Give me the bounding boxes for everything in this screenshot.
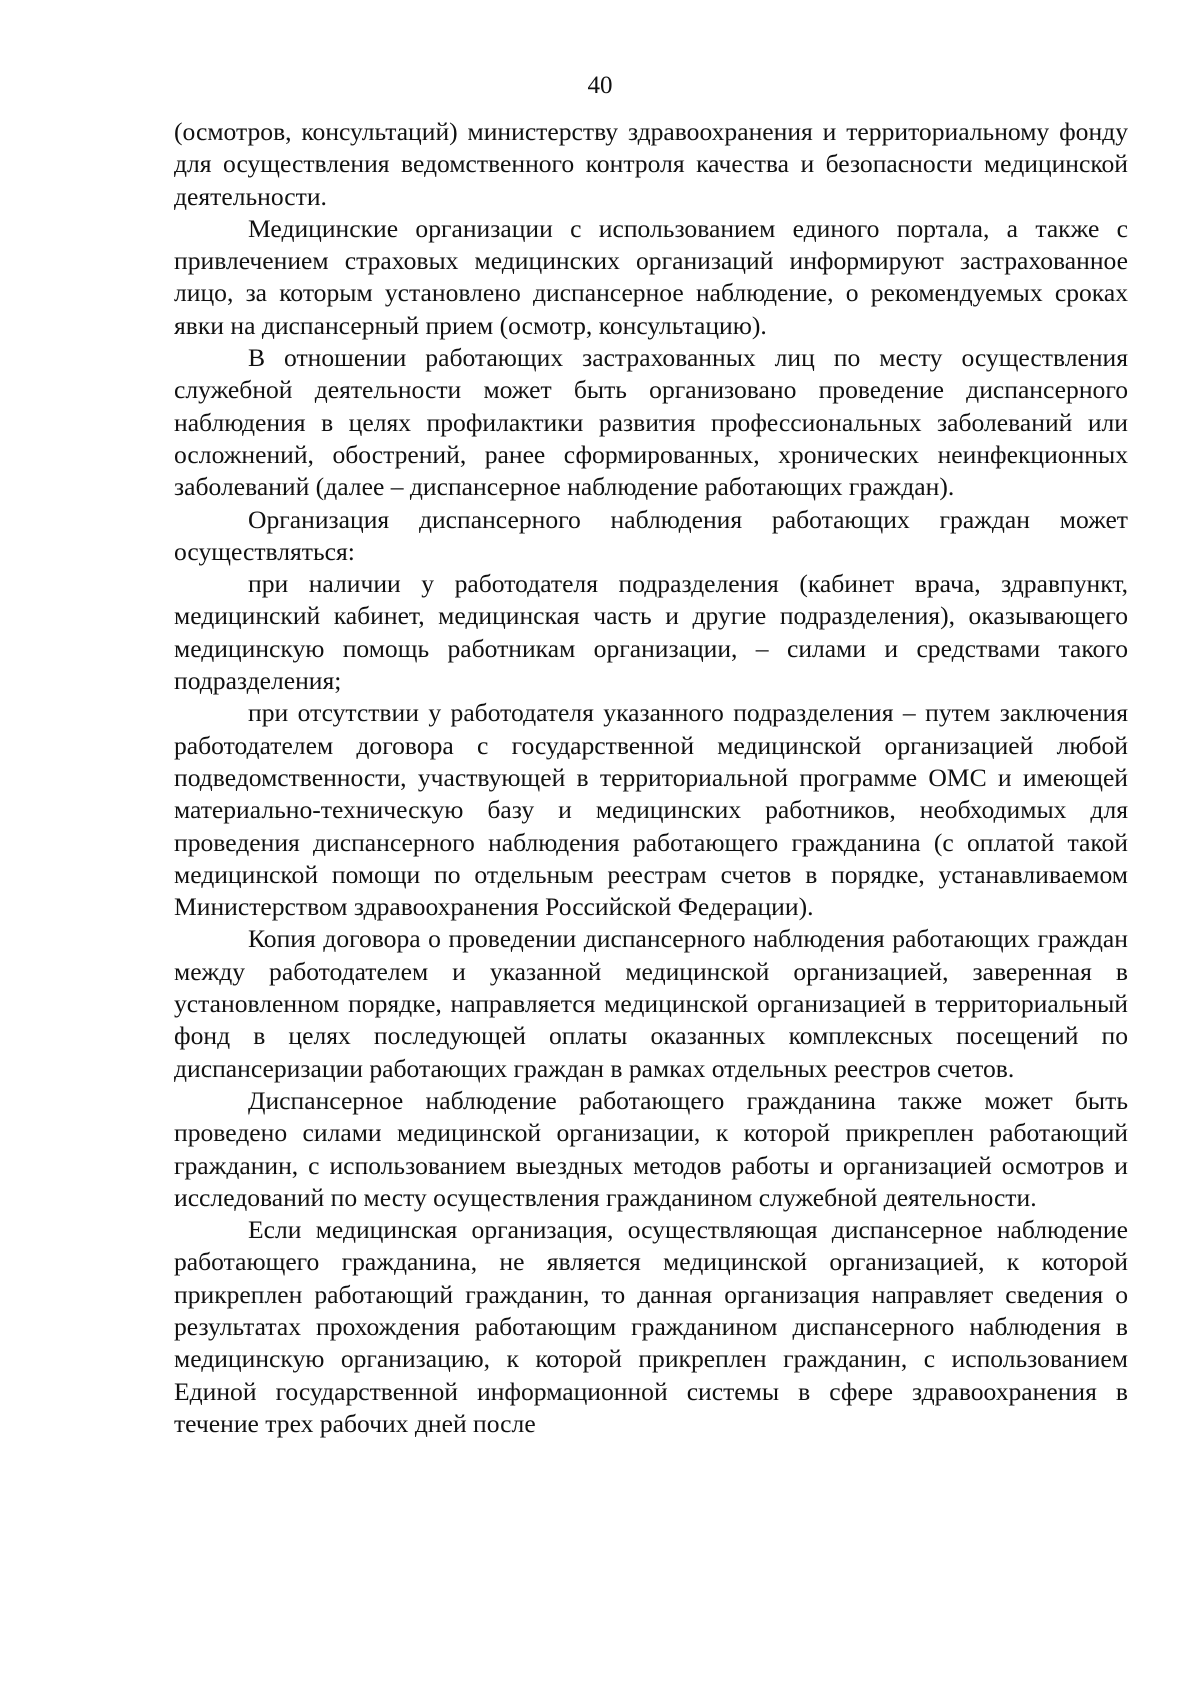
paragraph-7: Копия договора о проведении диспансерного наблюдения работающих граждан между работодателем и указанной медицинской организацией, заверенная в установленном порядке, направляется медицинской организацией в территориальный фонд в целях последующей оплаты оказанных комплексных посещений по диспансеризации работающих граждан в рамках отдельных реестров счетов. xyxy=(174,924,1128,1083)
paragraph-5: при наличии у работодателя подразделения (кабинет врача, здравпункт, медицинский кабинет, медицинская часть и другие подразделения), оказывающего медицинскую помощь работникам организации, – силами и средствами такого подразделения; xyxy=(174,569,1128,696)
paragraph-9: Если медицинская организация, осуществляющая диспансерное наблюдение работающего гражданина, не является медицинской организацией, к которой прикреплен работающий гражданин, то данная организация направляет сведения о результатах прохождения работающим гражданином диспансерного наблюдения в медицинскую организацию, к которой прикреплен гражданин, с использованием Единой государственной информационной системы в сфере здравоохранения в течение трех рабочих дней после xyxy=(174,1215,1128,1438)
page-number: 40 xyxy=(587,72,613,99)
paragraph-2: Медицинские организации с использованием единого портала, а также с привлечением страховых медицинских организаций информируют застрахованное лицо, за которым установлено диспансерное наблюдение, о рекомендуемых сроках явки на диспансерный прием (осмотр, консультацию). xyxy=(174,213,1128,340)
paragraph-8: Диспансерное наблюдение работающего гражданина также может быть проведено силами медицинской организации, к которой прикреплен работающий гражданин, с использованием выездных методов работы и организацией осмотров и исследований по месту осуществления гражданином служебной деятельности. xyxy=(174,1085,1128,1212)
paragraph-3: В отношении работающих застрахованных лиц по месту осуществления служебной деятельности может быть организовано проведение диспансерного наблюдения в целях профилактики развития профессиональных заболеваний или осложнений, обострений, ранее сформированных, хронических неинфекционных заболеваний (далее – диспансерное наблюдение работающих граждан). xyxy=(174,343,1128,502)
paragraph-1: (осмотров, консультаций) министерству здравоохранения и территориальному фонду для осуществления ведомственного контроля качества и безопасности медицинской деятельности. xyxy=(174,117,1128,211)
document-body xyxy=(174,116,1128,1440)
paragraph-6: при отсутствии у работодателя указанного подразделения – путем заключения работодателем договора с государственной медицинской организацией любой подведомственности, участвующей в территориальной программе ОМС и имеющей материально-техническую базу и медицинских работников, необходимых для проведения диспансерного наблюдения работающего гражданина (с оплатой такой медицинской помощи по отдельным реестрам счетов в порядке, устанавливаемом Министерством здравоохранения Российской Федерации). xyxy=(174,698,1128,922)
paragraph-4: Организация диспансерного наблюдения работающих граждан может осуществляться: xyxy=(174,504,1128,566)
